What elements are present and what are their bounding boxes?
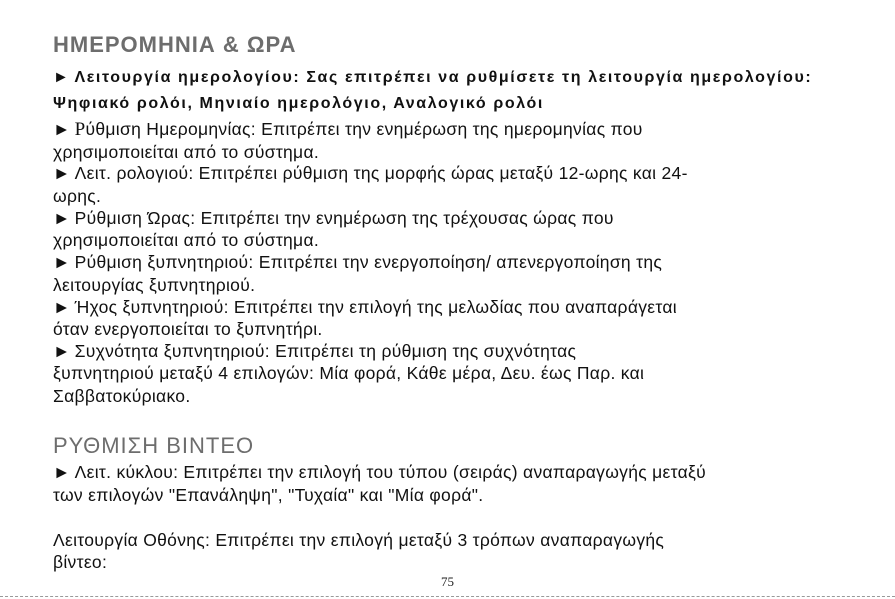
section-heading-video-settings: ΡΥΘΜΙΣΗ ΒΙΝΤΕΟ (53, 433, 255, 458)
paragraph-line (53, 363, 644, 384)
line-text: λειτουργίας ξυπνητηριού. (53, 275, 256, 295)
line-text: χρησιμοποιείται από το σύστημα. (53, 230, 320, 250)
bullet-arrow-icon: ► (53, 462, 71, 482)
paragraph-line (53, 552, 107, 573)
line-text: Ήχος ξυπνητηριού: Επιτρέπει την επιλογή της μελωδίας που αναπαράγεται (74, 297, 677, 317)
line-text: βίντεο: (53, 552, 108, 572)
line-text: Λειτουργία ημερολογίου: Σας επιτρέπει να ρυθμίσετε τη λειτουργία ημερολογίου: (74, 69, 813, 86)
paragraph-line (53, 95, 544, 113)
paragraph-line (53, 485, 483, 506)
bullet-arrow-icon: ► (53, 297, 71, 317)
line-text: Ρύθμιση ξυπνητηριού: Επιτρέπει την ενεργοποίηση/ απενεργοποίηση της (74, 252, 663, 272)
line-text: ωρης. (53, 186, 102, 206)
paragraph-line (53, 275, 255, 296)
bullet-arrow-icon: ► (53, 252, 71, 272)
paragraph-line (53, 341, 576, 362)
line-text: όταν ενεργοποιείται το ξυπνητήρι. (53, 319, 323, 339)
paragraph-line (53, 462, 706, 483)
line-text: ύθμιση Ημερομηνίας: Επιτρέπει την ενημέρωση της ημερομηνίας που (85, 119, 643, 139)
paragraph-line (53, 297, 677, 318)
line-text: Ψηφιακό ρολόι, Μηνιαίο ημερολόγιο, Αναλογικό ρολόι (53, 95, 544, 112)
paragraph-line (53, 163, 688, 184)
line-text: Λειτ. κύκλου: Επιτρέπει την επιλογή του τύπου (σειράς) αναπαραγωγής μεταξύ (74, 462, 707, 482)
line-text: Σαββατοκύριακο. (53, 386, 191, 406)
line-text: χρησιμοποιείται από το σύστημα. (53, 142, 320, 162)
footer-divider (0, 596, 895, 597)
bullet-arrow-icon: ► (53, 341, 71, 361)
page-number: 75 (441, 574, 454, 589)
paragraph-line (53, 530, 664, 551)
section-heading-date-time: ΗΜΕΡΟΜΗΝΙΑ & ΩΡΑ (53, 32, 297, 57)
line-text: Συχνότητα ξυπνητηριού: Επιτρέπει τη ρύθμιση της συχνότητας (74, 341, 577, 361)
bullet-arrow-icon: ► (53, 69, 71, 86)
paragraph-line (53, 186, 101, 207)
line-text: των επιλογών "Επανάληψη", "Τυχαία" και "Μία φορά". (53, 485, 484, 505)
line-text: Λειτ. ρολογιού: Επιτρέπει ρύθμιση της μορφής ώρας μεταξύ 12-ωρης και 24- (74, 163, 688, 183)
paragraph-line (53, 386, 191, 407)
paragraph-line (53, 208, 614, 229)
line-lead-letter: Ρ (74, 119, 86, 140)
paragraph-line (53, 69, 812, 87)
paragraph-line (53, 230, 319, 251)
line-text: Ρύθμιση Ώρας: Επιτρέπει την ενημέρωση της τρέχουσας ώρας που (74, 208, 614, 228)
line-text: ξυπνητηριού μεταξύ 4 επιλογών: Μία φορά, Κάθε μέρα, Δευ. έως Παρ. και (53, 363, 645, 383)
bullet-arrow-icon: ► (53, 119, 71, 139)
paragraph-line (53, 119, 643, 141)
paragraph-line (53, 319, 323, 340)
paragraph-line (53, 142, 319, 163)
bullet-arrow-icon: ► (53, 163, 71, 183)
bullet-arrow-icon: ► (53, 208, 71, 228)
line-text: Λειτουργία Οθόνης: Επιτρέπει την επιλογή μεταξύ 3 τρόπων αναπαραγωγής (53, 530, 665, 550)
paragraph-line (53, 252, 662, 273)
